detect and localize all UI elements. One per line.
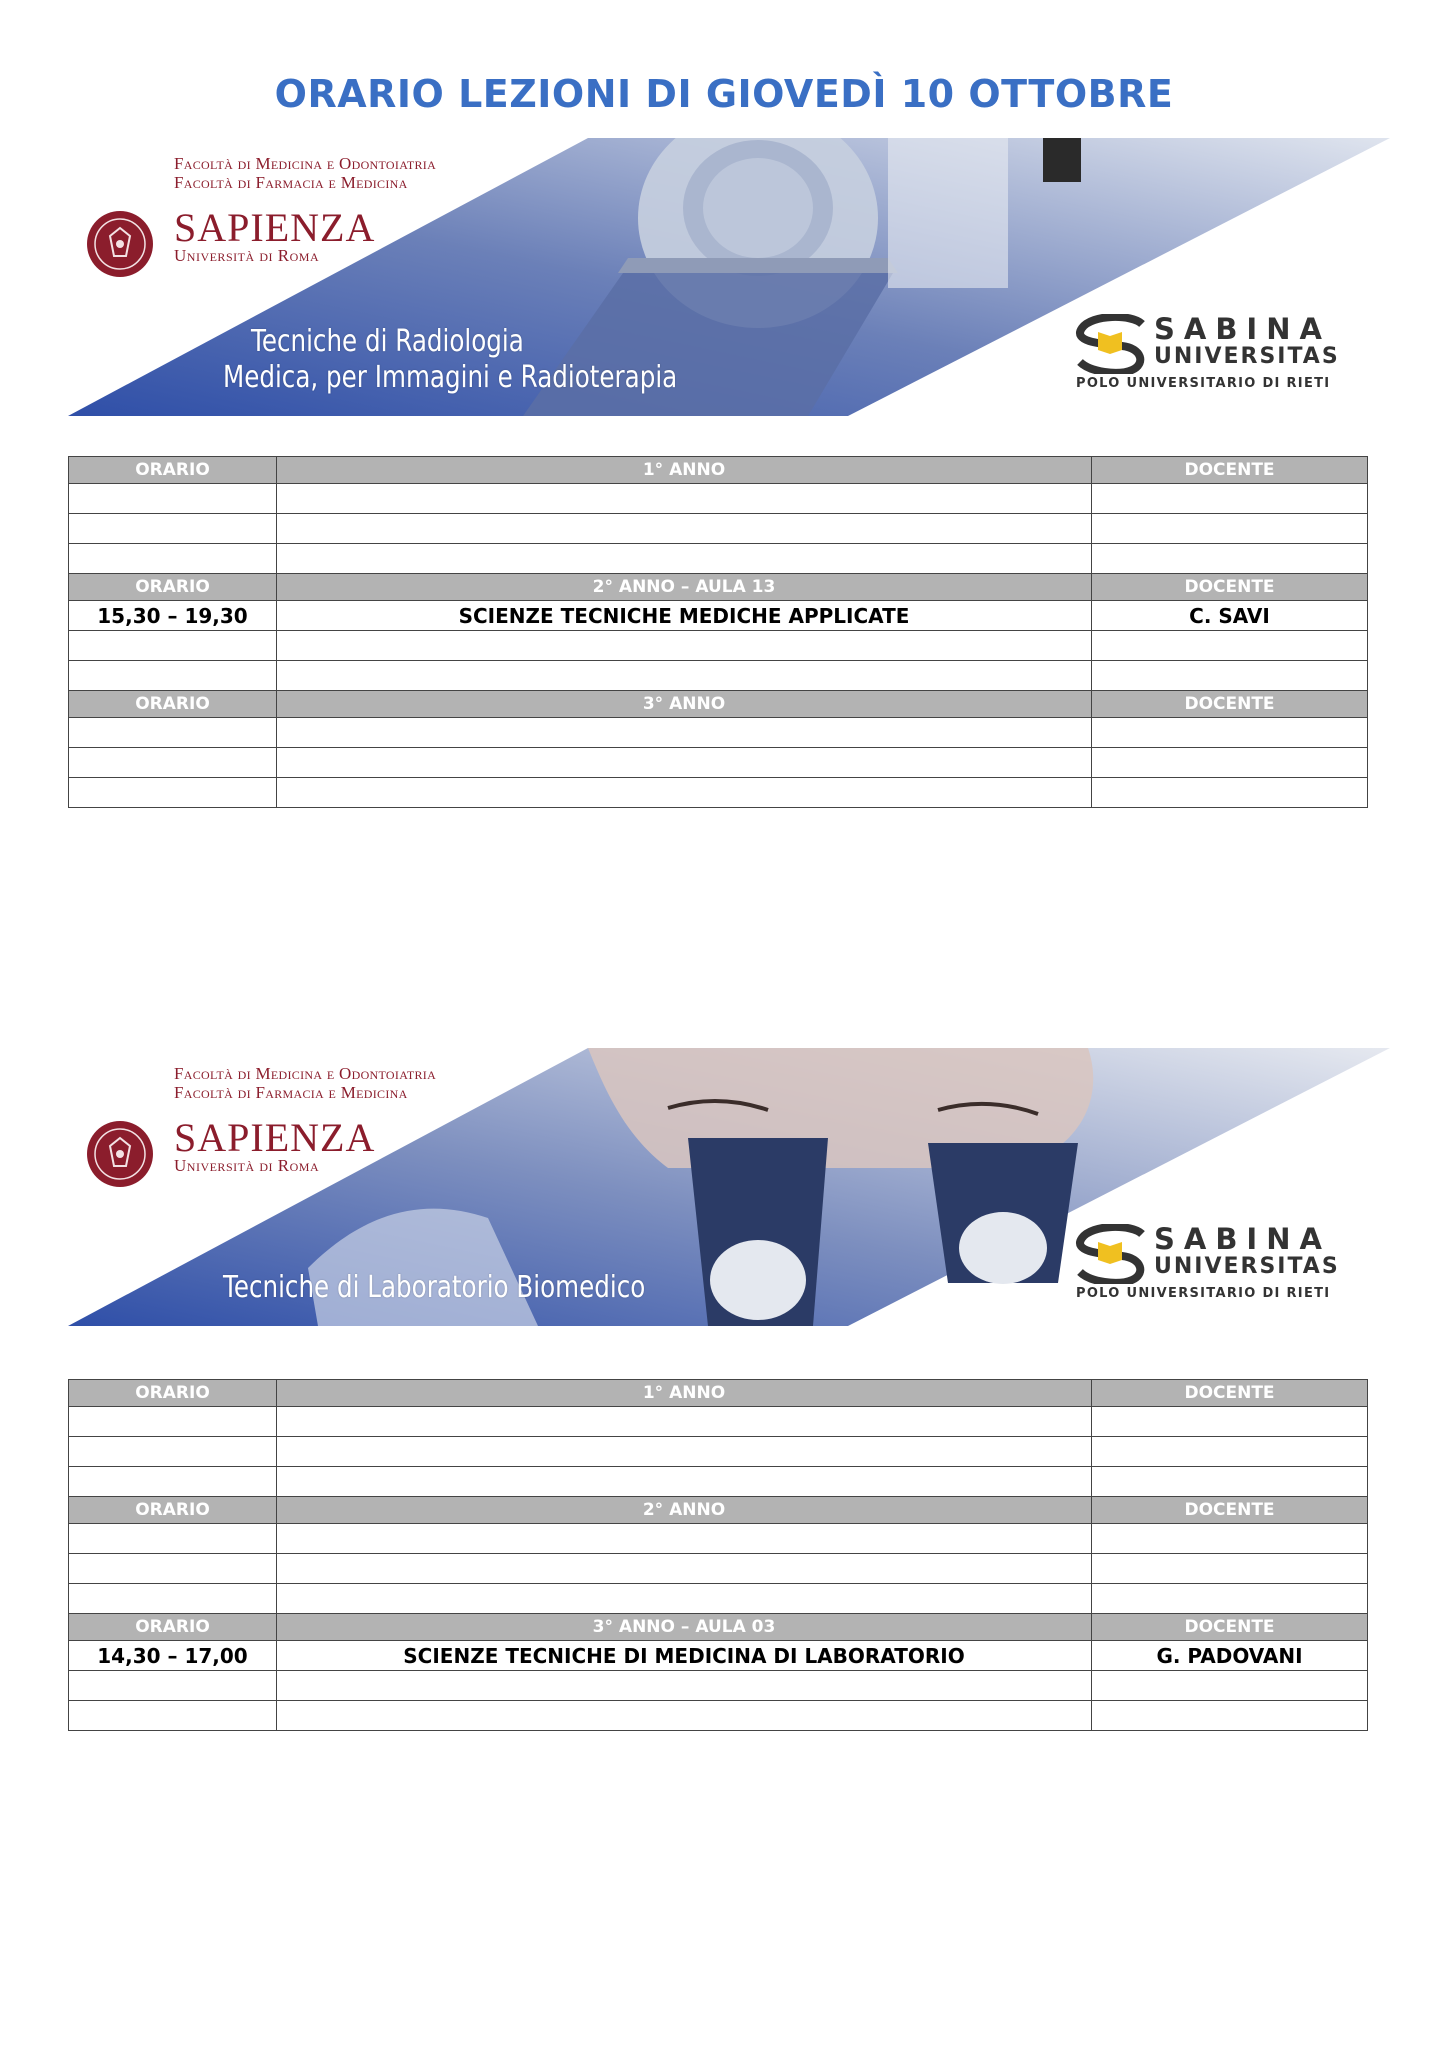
cell-time — [69, 778, 277, 808]
table-row — [69, 601, 1368, 631]
cell-teacher — [1092, 484, 1368, 514]
header-teacher: DOCENTE — [1092, 691, 1368, 718]
cell-subject — [277, 718, 1092, 748]
cell-time — [69, 718, 277, 748]
header-time: ORARIO — [69, 574, 277, 601]
cell-subject — [277, 748, 1092, 778]
table-row — [69, 1407, 1368, 1437]
sabina-universitas: UNIVERSITAS — [1154, 344, 1340, 369]
faculty-line-2: Facoltà di Farmacia e Medicina — [174, 1083, 408, 1102]
cell-subject: SCIENZE TECNICHE DI MEDICINA DI LABORATORIO — [277, 1641, 1092, 1671]
course-title-line-1: Tecniche di Laboratorio Biomedico — [223, 1270, 646, 1305]
sabina-wordmark: SABINA — [1154, 1222, 1331, 1256]
table-row — [69, 1701, 1368, 1731]
university-name: SAPIENZA — [174, 1115, 376, 1160]
table-row — [69, 1584, 1368, 1614]
cell-teacher — [1092, 718, 1368, 748]
header-time: ORARIO — [69, 457, 277, 484]
table-row — [69, 514, 1368, 544]
cell-subject — [277, 1467, 1092, 1497]
cell-subject — [277, 661, 1092, 691]
table-row — [69, 1467, 1368, 1497]
cell-subject — [277, 544, 1092, 574]
cell-teacher — [1092, 1701, 1368, 1731]
sabina-logo — [1066, 310, 1366, 390]
sabina-polo: POLO UNIVERSITARIO DI RIETI — [1076, 1286, 1331, 1301]
table-row — [69, 1524, 1368, 1554]
table-header-row — [69, 457, 1368, 484]
table-row — [69, 778, 1368, 808]
cell-time — [69, 661, 277, 691]
header-teacher: DOCENTE — [1092, 1497, 1368, 1524]
header-teacher: DOCENTE — [1092, 1614, 1368, 1641]
sabina-logo — [1066, 1220, 1366, 1300]
table-row — [69, 718, 1368, 748]
header-teacher: DOCENTE — [1092, 1380, 1368, 1407]
table-row — [69, 544, 1368, 574]
header-time: ORARIO — [69, 1380, 277, 1407]
cell-time: 14,30 – 17,00 — [69, 1641, 277, 1671]
header-time: ORARIO — [69, 1614, 277, 1641]
cell-subject — [277, 1584, 1092, 1614]
cell-teacher — [1092, 748, 1368, 778]
course-title-line-1: Tecniche di Radiologia — [251, 324, 524, 359]
header-time: ORARIO — [69, 691, 277, 718]
cell-teacher — [1092, 1437, 1368, 1467]
cell-teacher — [1092, 1524, 1368, 1554]
header-teacher: DOCENTE — [1092, 574, 1368, 601]
sabina-book-icon — [1072, 314, 1150, 374]
table-row — [69, 661, 1368, 691]
university-name: SAPIENZA — [174, 205, 376, 250]
faculty-line-2: Facoltà di Farmacia e Medicina — [174, 173, 408, 192]
cell-subject — [277, 631, 1092, 661]
cell-subject — [277, 484, 1092, 514]
cell-subject: SCIENZE TECNICHE MEDICHE APPLICATE — [277, 601, 1092, 631]
cell-time — [69, 1437, 277, 1467]
cell-time — [69, 1407, 277, 1437]
cell-subject — [277, 1671, 1092, 1701]
cell-subject — [277, 1701, 1092, 1731]
cell-teacher — [1092, 1584, 1368, 1614]
cell-time — [69, 1671, 277, 1701]
sapienza-seal-icon — [84, 206, 156, 288]
table-row — [69, 1437, 1368, 1467]
cell-teacher — [1092, 1671, 1368, 1701]
table-row — [69, 1554, 1368, 1584]
header-year: 2° ANNO — [277, 1497, 1092, 1524]
cell-time — [69, 1524, 277, 1554]
cell-subject — [277, 1437, 1092, 1467]
university-sub: Università di Roma — [174, 246, 320, 265]
cell-teacher: C. SAVI — [1092, 601, 1368, 631]
table-row — [69, 748, 1368, 778]
course-banner-laboratorio — [68, 1048, 1390, 1326]
header-year: 3° ANNO — [277, 691, 1092, 718]
cell-time — [69, 1554, 277, 1584]
table-header-row — [69, 1497, 1368, 1524]
faculty-line-1: Facoltà di Medicina e Odontoiatria — [174, 1064, 437, 1083]
cell-teacher: G. PADOVANI — [1092, 1641, 1368, 1671]
cell-teacher — [1092, 1554, 1368, 1584]
cell-subject — [277, 1407, 1092, 1437]
cell-time — [69, 544, 277, 574]
cell-subject — [277, 514, 1092, 544]
header-time: ORARIO — [69, 1497, 277, 1524]
table-header-row — [69, 691, 1368, 718]
university-sub: Università di Roma — [174, 1156, 320, 1175]
table-header-row — [69, 1614, 1368, 1641]
cell-teacher — [1092, 778, 1368, 808]
cell-subject — [277, 1554, 1092, 1584]
cell-teacher — [1092, 544, 1368, 574]
cell-time — [69, 484, 277, 514]
cell-time — [69, 748, 277, 778]
table-row — [69, 1641, 1368, 1671]
sabina-universitas: UNIVERSITAS — [1154, 1254, 1340, 1279]
faculty-line-1: Facoltà di Medicina e Odontoiatria — [174, 154, 437, 173]
sapienza-seal-icon — [84, 1116, 156, 1198]
cell-time — [69, 1584, 277, 1614]
cell-teacher — [1092, 661, 1368, 691]
cell-teacher — [1092, 1467, 1368, 1497]
cell-time — [69, 514, 277, 544]
cell-subject — [277, 778, 1092, 808]
table-header-row — [69, 1380, 1368, 1407]
table-header-row — [69, 574, 1368, 601]
sabina-wordmark: SABINA — [1154, 312, 1331, 346]
table-row — [69, 484, 1368, 514]
cell-subject — [277, 1524, 1092, 1554]
header-year: 1° ANNO — [277, 1380, 1092, 1407]
cell-time — [69, 1467, 277, 1497]
table-row — [69, 1671, 1368, 1701]
cell-teacher — [1092, 514, 1368, 544]
header-year: 1° ANNO — [277, 457, 1092, 484]
cell-time — [69, 1701, 277, 1731]
table-row — [69, 631, 1368, 661]
course-banner-radiologia — [68, 138, 1390, 416]
header-year: 3° ANNO – AULA 03 — [277, 1614, 1092, 1641]
header-year: 2° ANNO – AULA 13 — [277, 574, 1092, 601]
cell-teacher — [1092, 631, 1368, 661]
cell-time — [69, 631, 277, 661]
schedule-table-laboratorio — [68, 1379, 1368, 1731]
header-teacher: DOCENTE — [1092, 457, 1368, 484]
sabina-book-icon — [1072, 1224, 1150, 1284]
sabina-polo: POLO UNIVERSITARIO DI RIETI — [1076, 376, 1331, 391]
schedule-table-radiologia — [68, 456, 1368, 808]
course-title-line-2: Medica, per Immagini e Radioterapia — [223, 360, 678, 395]
cell-time: 15,30 – 19,30 — [69, 601, 277, 631]
page-title: ORARIO LEZIONI DI GIOVEDÌ 10 OTTOBRE — [274, 72, 1174, 116]
cell-teacher — [1092, 1407, 1368, 1437]
